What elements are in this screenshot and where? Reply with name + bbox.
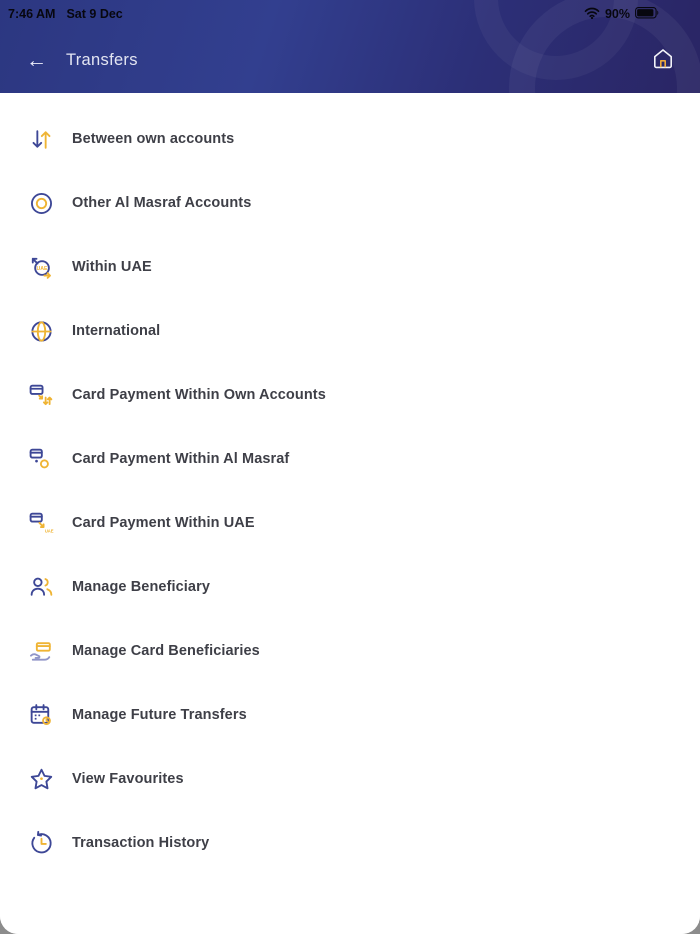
globe-icon — [28, 318, 55, 345]
concentric-circles-icon — [28, 190, 55, 217]
menu-item-label: Manage Future Transfers — [72, 707, 247, 723]
menu-item-label: International — [72, 323, 161, 339]
wifi-icon — [584, 7, 600, 22]
uae-transfer-icon — [28, 254, 55, 281]
menu-item-international[interactable] — [0, 299, 700, 363]
top-bar — [0, 0, 700, 93]
menu-item-transaction-history[interactable] — [0, 811, 700, 875]
card-al-masraf-icon — [28, 446, 55, 473]
menu-item-label: Manage Card Beneficiaries — [72, 643, 260, 659]
status-right — [584, 7, 660, 22]
status-date: Sat 9 Dec — [66, 7, 123, 21]
battery-percent: 90% — [604, 7, 630, 21]
menu-item-label: Card Payment Within UAE — [72, 515, 255, 531]
menu-item-label: Card Payment Within Own Accounts — [72, 387, 326, 403]
menu-item-manage-future-transfers[interactable] — [0, 683, 700, 747]
menu-item-view-favourites[interactable] — [0, 747, 700, 811]
hand-card-icon — [28, 638, 55, 665]
calendar-clock-icon — [28, 702, 55, 729]
menu-item-label: Manage Beneficiary — [72, 579, 210, 595]
home-button[interactable] — [650, 46, 676, 75]
battery-icon — [635, 7, 660, 22]
menu-item-card-payment-own-accounts[interactable] — [0, 363, 700, 427]
menu-item-label: Between own accounts — [72, 131, 235, 147]
menu-item-label: Transaction History — [72, 835, 210, 851]
history-clock-icon — [28, 830, 55, 857]
card-uae-icon — [28, 510, 55, 537]
menu-item-label: Other Al Masraf Accounts — [72, 195, 252, 211]
menu-item-within-uae[interactable] — [0, 235, 700, 299]
beneficiary-icon — [28, 574, 55, 601]
menu-item-other-al-masraf-accounts[interactable] — [0, 171, 700, 235]
menu-item-label: View Favourites — [72, 771, 184, 787]
status-time: 7:46 AM — [8, 7, 56, 21]
home-icon — [650, 46, 676, 75]
transfer-arrows-icon — [28, 126, 55, 153]
status-bar — [0, 0, 700, 26]
menu-item-label: Within UAE — [72, 259, 152, 275]
star-icon — [28, 766, 55, 793]
menu-item-card-payment-uae[interactable] — [0, 491, 700, 555]
svg-text:UAE: UAE — [36, 265, 48, 272]
menu-item-manage-beneficiary[interactable] — [0, 555, 700, 619]
menu-item-between-own-accounts[interactable] — [0, 107, 700, 171]
menu-item-card-payment-al-masraf[interactable] — [0, 427, 700, 491]
menu-item-manage-card-beneficiaries[interactable] — [0, 619, 700, 683]
svg-text:UAE: UAE — [44, 527, 54, 533]
card-own-accounts-icon — [28, 382, 55, 409]
transfers-menu — [0, 93, 700, 934]
menu-item-label: Card Payment Within Al Masraf — [72, 451, 290, 467]
back-arrow-icon[interactable]: ← — [26, 49, 47, 72]
page-title: Transfers — [66, 51, 138, 69]
header — [0, 26, 700, 93]
